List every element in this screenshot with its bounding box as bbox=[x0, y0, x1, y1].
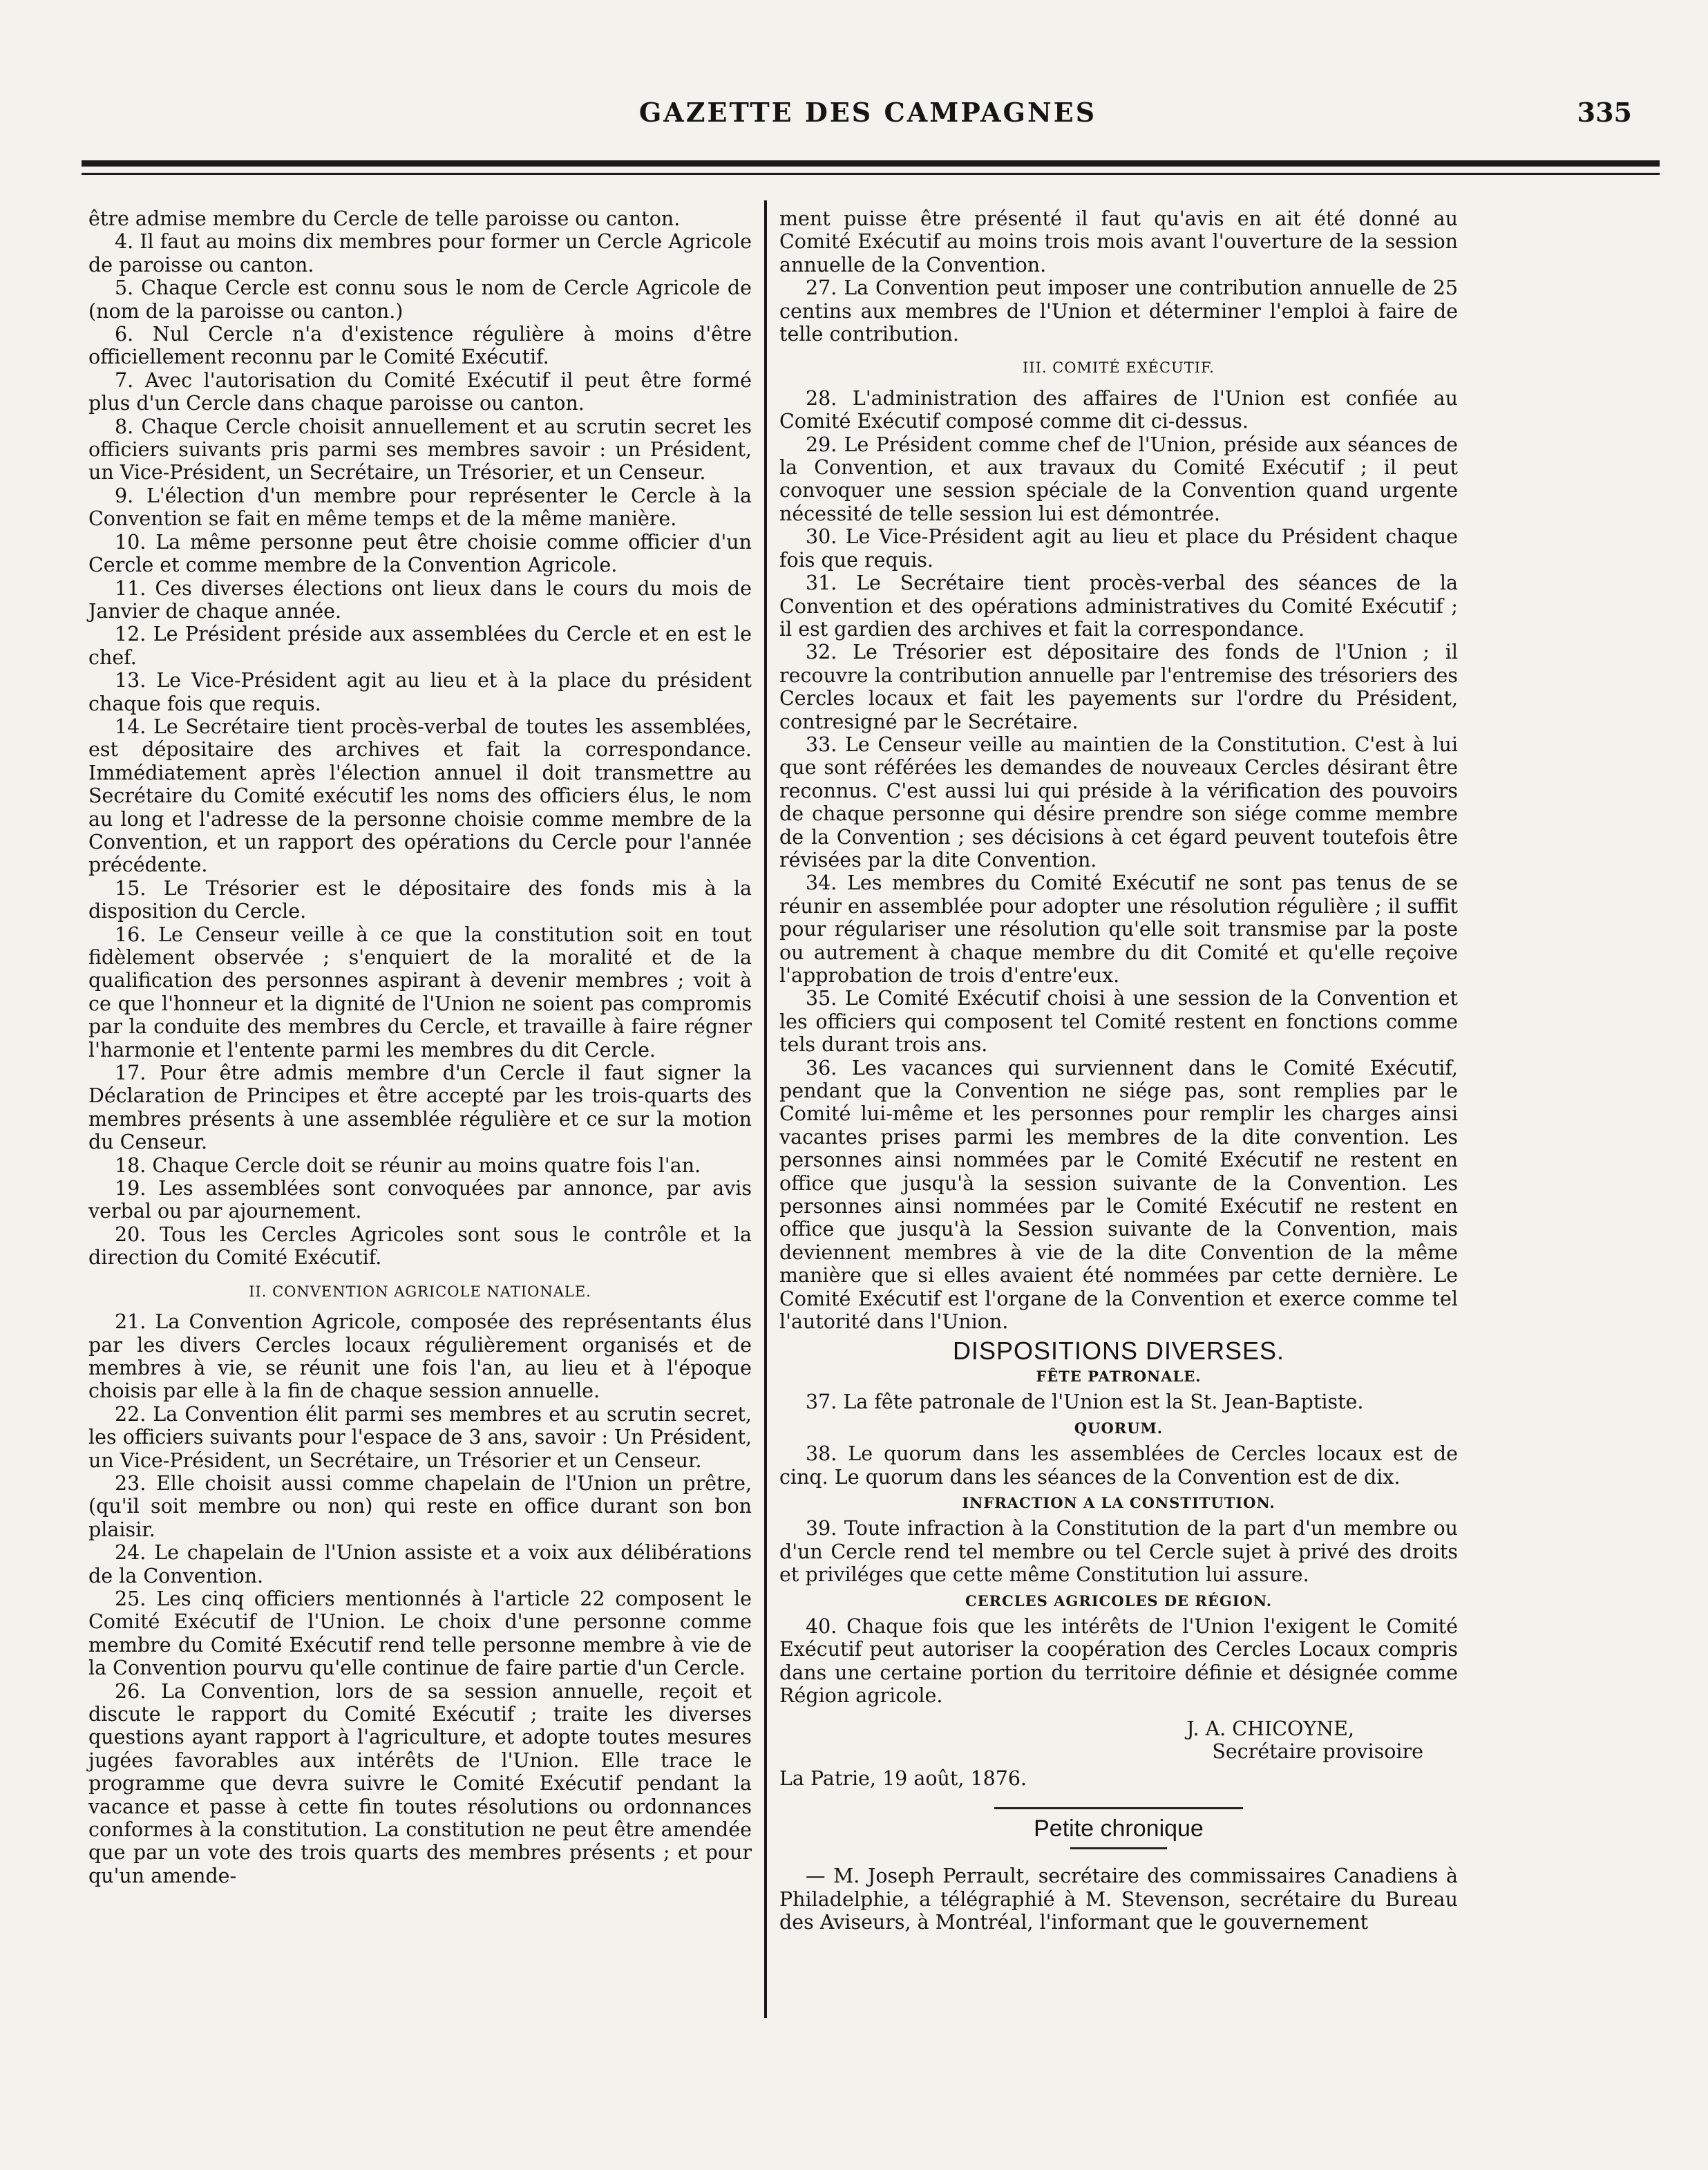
article-35: 35. Le Comité Exécutif choisi à une session de la Convention et les officiers qui composent tel Comité restent en fonctions comme tels durant trois ans. bbox=[779, 987, 1458, 1057]
article-13: 13. Le Vice-Président agit au lieu et à la place du président chaque fois que requis. bbox=[88, 669, 752, 715]
article-36: 36. Les vacances qui surviennent dans le Comité Exécutif, pendant que la Convention ne siége pas, sont remplies par le Comité lui-même et les personnes pour remplir les charges ainsi vacantes prises parmi les membres de la dite convention. Les personnes ainsi nommées par le Comité Exécutif ne restent en office que jusqu'à la session suivante de la Convention. Les personnes ainsi nommées par le Comité Exécutif ne restent en office que jusqu'à la Session suivante de la Convention, mais deviennent membres à vie de la dite Convention de la même manière que si elles avaient été nommées par cette dernière. Le Comité Exécutif est l'organe de la Convention et exerce comme tel l'autorité dans l'Union. bbox=[779, 1056, 1458, 1334]
newspaper-title: GAZETTE DES CAMPAGNES bbox=[638, 97, 1097, 128]
quorum-heading: QUORUM. bbox=[1074, 1419, 1164, 1437]
article-21: 21. La Convention Agricole, composée des représentants élus par les divers Cercles locaux régulièrement organisés et de membres à vie, se réunit une fois l'an, au lieu et à l'époque choisis par elle à la fin de chaque session annuelle. bbox=[88, 1310, 752, 1403]
paragraph: ment puisse être présenté il faut qu'avis en ait été donné au Comité Exécutif au moins trois mois avant l'ouverture de la session annuelle de la Convention. bbox=[779, 207, 1458, 276]
chronique-rule-bottom bbox=[1070, 1847, 1167, 1849]
cercles-region-heading: CERCLES AGRICOLES DE RÉGION. bbox=[965, 1592, 1273, 1610]
article-27: 27. La Convention peut imposer une contribution annuelle de 25 centins aux membres de l'Union et déterminer l'emploi à faire de telle contribution. bbox=[779, 276, 1458, 346]
article-8: 8. Chaque Cercle choisit annuellement et au scrutin secret les officiers suivants pris parmi ses membres savoir : un Président, un Vice-Président, un Secrétaire, un Trésorier, et un Censeur. bbox=[88, 415, 752, 484]
dispositions-heading: DISPOSITIONS DIVERSES. bbox=[952, 1336, 1285, 1365]
header-rule-thick bbox=[82, 160, 1660, 167]
article-28: 28. L'administration des affaires de l'Union est confiée au Comité Exécutif composé comme dit ci-dessus. bbox=[779, 386, 1458, 433]
article-4: 4. Il faut au moins dix membres pour former un Cercle Agricole de paroisse ou canton. bbox=[88, 230, 752, 276]
article-14: 14. Le Secrétaire tient procès-verbal de toutes les assemblées, est dépositaire des archives et fait la correspondance. Immédiatement après l'élection annuel il doit transmettre au Secrétaire du Comité exécutif les noms des officiers élus, le nom au long et l'adresse de la personne choisie comme membre de la Convention, et un rapport des opérations du Cercle pour l'année précédente. bbox=[88, 715, 752, 877]
section-heading: III. COMITÉ EXÉCUTIF. bbox=[1023, 359, 1215, 377]
article-37: 37. La fête patronale de l'Union est la St. Jean-Baptiste. bbox=[806, 1390, 1364, 1414]
fete-heading: FÊTE PATRONALE. bbox=[1036, 1367, 1202, 1385]
article-39: 39. Toute infraction à la Constitution de la part d'un membre ou d'un Cercle rend tel membre ou tel Cercle sujet à privé des droits et priviléges que cette même Constitution lui assure. bbox=[779, 1517, 1458, 1587]
article-22: 22. La Convention élit parmi ses membres et au scrutin secret, les officiers suivants pour l'espace de 3 ans, savoir : Un Président, un Vice-Président, un Secrétaire, un Trésorier et un Censeur. bbox=[88, 1402, 752, 1472]
article-30: 30. Le Vice-Président agit au lieu et place du Président chaque fois que requis. bbox=[779, 525, 1458, 572]
article-10: 10. La même personne peut être choisie comme officier d'un Cercle et comme membre de la Convention Agricole. bbox=[88, 530, 752, 577]
dateline: La Patrie, 19 août, 1876. bbox=[779, 1767, 1027, 1791]
article-17: 17. Pour être admis membre d'un Cercle il faut signer la Déclaration de Principes et être accepté par les trois-quarts des membres présents à une assemblée régulière et ce sur la motion du Censeur. bbox=[88, 1062, 752, 1154]
infraction-heading: INFRACTION A LA CONSTITUTION. bbox=[962, 1493, 1275, 1511]
article-12: 12. Le Président préside aux assemblées du Cercle et en est le chef. bbox=[88, 623, 752, 669]
article-32: 32. Le Trésorier est dépositaire des fonds de l'Union ; il recouvre la contribution annuelle par l'entremise des trésoriers des Cercles locaux et fait les payements sur l'ordre du Président, contresigné par le Secrétaire. bbox=[779, 641, 1458, 733]
article-5: 5. Chaque Cercle est connu sous le nom de Cercle Agricole de (nom de la paroisse ou canton.) bbox=[88, 276, 752, 323]
article-31: 31. Le Secrétaire tient procès-verbal des séances de la Convention et des opérations administratives du Comité Exécutif ; il est gardien des archives et fait la correspondance. bbox=[779, 572, 1458, 641]
article-11: 11. Ces diverses élections ont lieux dans le cours du mois de Janvier de chaque année. bbox=[88, 576, 752, 623]
section-heading: II. CONVENTION AGRICOLE NATIONALE. bbox=[249, 1283, 591, 1300]
chronique-rule-top bbox=[994, 1807, 1243, 1809]
chronique-paragraph: — M. Joseph Perrault, secrétaire des commissaires Canadiens à Philadelphie, a télégraphié à M. Stevenson, secrétaire du Bureau des Aviseurs, à Montréal, l'informant que le gouvernement bbox=[779, 1865, 1458, 1934]
article-25: 25. Les cinq officiers mentionnés à l'article 22 composent le Comité Exécutif de l'Union. Le choix d'une personne comme membre du Comité Exécutif rend telle personne membre à vie de la Convention pourvu qu'elle continue de faire partie d'un Cercle. bbox=[88, 1587, 752, 1680]
article-40: 40. Chaque fois que les intérêts de l'Union l'exigent le Comité Exécutif peut autoriser la coopération des Cercles Locaux compris dans une certaine portion du territoire définie et désignée comme Région agricole. bbox=[779, 1614, 1458, 1708]
left-column bbox=[88, 207, 752, 1887]
article-6: 6. Nul Cercle n'a d'existence régulière à moins d'être officiellement reconnu par le Comité Exécutif. bbox=[88, 323, 752, 369]
right-column bbox=[779, 207, 1458, 1934]
article-34: 34. Les membres du Comité Exécutif ne sont pas tenus de se réunir en assemblée pour adopter une résolution régulière ; il suffit pour régulariser une résolution qu'elle soit transmise par la poste ou autrement à chaque membre du dit Comité et qu'elle reçoive l'approbation de trois d'entre'eux. bbox=[779, 871, 1458, 987]
article-20: 20. Tous les Cercles Agricoles sont sous le contrôle et la direction du Comité Exécutif. bbox=[88, 1223, 752, 1270]
article-9: 9. L'élection d'un membre pour représenter le Cercle à la Convention se fait en même temps et de la même manière. bbox=[88, 484, 752, 531]
article-7: 7. Avec l'autorisation du Comité Exécutif il peut être formé plus d'un Cercle dans chaque paroisse ou canton. bbox=[88, 368, 752, 415]
paragraph: être admise membre du Cercle de telle paroisse ou canton. bbox=[88, 207, 681, 230]
article-15: 15. Le Trésorier est le dépositaire des fonds mis à la disposition du Cercle. bbox=[88, 876, 752, 923]
page-number: 335 bbox=[1577, 97, 1632, 128]
column-divider bbox=[764, 200, 767, 2018]
header-rule-thin bbox=[82, 173, 1660, 175]
article-18: 18. Chaque Cercle doit se réunir au moins quatre fois l'an. bbox=[115, 1153, 701, 1177]
signature-name: J. A. CHICOYNE, bbox=[1186, 1717, 1354, 1740]
article-26: 26. La Convention, lors de sa session annuelle, reçoit et discute le rapport du Comité Exécutif ; traite les diverses questions ayant rapport à l'agriculture, et adopte toutes mesures jugées favorables aux intérêts de l'Union. Elle trace le programme que devra suivre le Comité Exécutif pendant la vacance et passe à cette fin toutes résolutions ou ordonnances conformes à la constitution. La constitution ne peut être amendée que par un vote des trois quarts des membres présents ; et pour qu'un amende- bbox=[88, 1679, 752, 1887]
article-23: 23. Elle choisit aussi comme chapelain de l'Union un prêtre, (qu'il soit membre ou non) qui reste en office durant son bon plaisir. bbox=[88, 1471, 752, 1541]
article-19: 19. Les assemblées sont convoquées par annonce, par avis verbal ou par ajournement. bbox=[88, 1177, 752, 1223]
article-24: 24. Le chapelain de l'Union assiste et a voix aux délibérations de la Convention. bbox=[88, 1541, 752, 1587]
page-header bbox=[83, 97, 1653, 138]
article-29: 29. Le Président comme chef de l'Union, préside aux séances de la Convention, et aux travaux du Comité Exécutif ; il peut convoquer une session spéciale de la Convention quand urgente nécessité de telle session lui est démontrée. bbox=[779, 433, 1458, 525]
article-38: 38. Le quorum dans les assemblées de Cercles locaux est de cinq. Le quorum dans les séances de la Convention est de dix. bbox=[779, 1442, 1458, 1489]
article-16: 16. Le Censeur veille à ce que la constitution soit en tout fidèlement observée ; s'enquiert de la moralité et de la qualification des personnes aspirant à devenir membres ; voit à ce que l'honneur et la dignité de l'Union ne soient pas compromis par la conduite des membres du Cercle, et travaille à faire régner l'harmonie et l'entente parmi les membres du dit Cercle. bbox=[88, 923, 752, 1062]
chronique-heading: Petite chronique bbox=[1034, 1815, 1204, 1842]
signature-title: Secrétaire provisoire bbox=[1212, 1740, 1423, 1763]
article-33: 33. Le Censeur veille au maintien de la Constitution. C'est à lui que sont référées les demandes de nouveaux Cercles désirant être reconnus. C'est aussi lui qui préside à la vérification des pouvoirs de chaque personne qui désire prendre son siége comme membre de la Convention ; ses décisions à cet égard peuvent toutefois être révisées par la dite Convention. bbox=[779, 733, 1458, 871]
